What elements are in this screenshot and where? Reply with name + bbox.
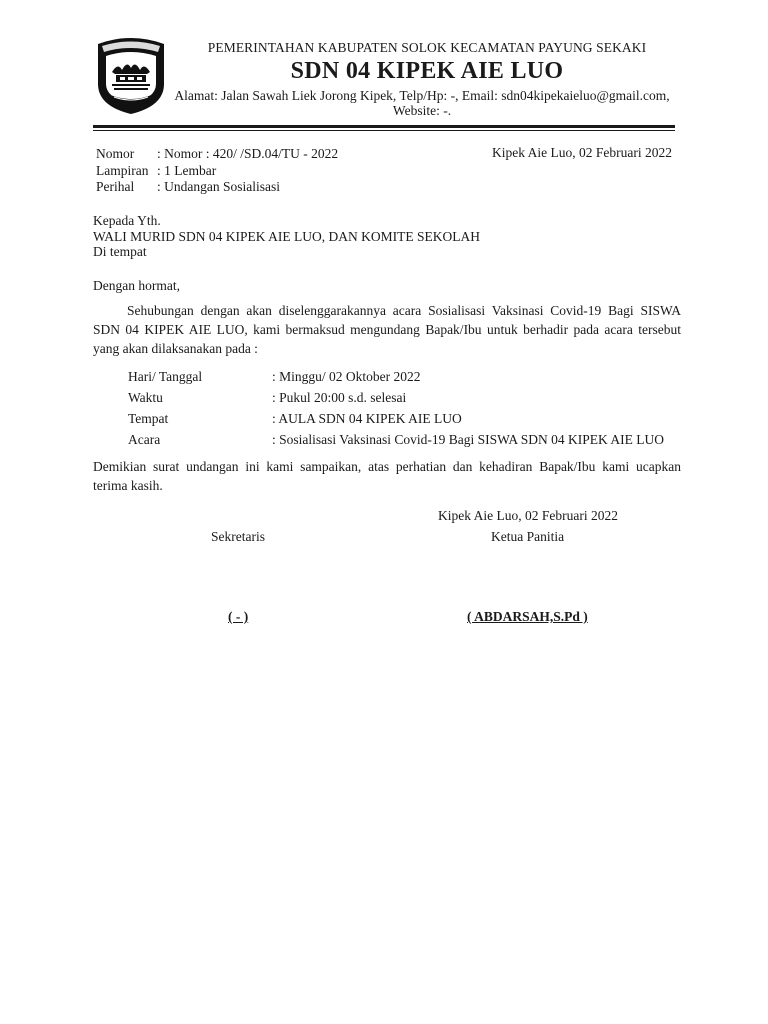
meta-nomor [96,146,338,163]
lampiran-label: Lampiran [96,162,149,178]
nomor-value: : Nomor : 420/ /SD.04/TU - 2022 [157,146,339,161]
recipient-block [93,213,480,260]
detail-label: Hari/ Tanggal [128,368,203,384]
detail-row [128,366,664,387]
address-line-1: Alamat: Jalan Sawah Liek Jorong Kipek, Telp/Hp: -, Email: sdn04kipekaieluo@gmail.com, [174,88,670,103]
lampiran-value: : 1 Lembar [157,162,217,178]
secretary-title: Sekretaris [211,529,265,544]
detail-label: Acara [128,431,161,447]
detail-row [128,408,664,429]
recipient-line-3: Di tempat [93,244,147,259]
secretary-name: ( - ) [228,609,249,624]
detail-value: : Pukul 20:00 s.d. selesai [272,389,407,405]
chairman-name: ( ABDARSAH,S.Pd ) [467,609,588,624]
meta-lampiran [96,163,338,180]
address-line-2: Website: -. [392,103,452,118]
chairman-title: Ketua Panitia [491,529,565,544]
letter-meta [96,146,338,196]
recipient-line-2: WALI MURID SDN 04 KIPEK AIE LUO, DAN KOMITE SEKOLAH [93,228,480,244]
paragraph1-line-3: yang akan dilaksanakan pada : [93,341,258,356]
greeting: Dengan hormat, [93,278,180,293]
detail-row [128,387,664,408]
paragraph1-line-1: Sehubungan dengan akan diselenggarakannya acara Sosialisasi Vaksinasi Covid-19 Bagi SISWA [127,303,681,318]
perihal-label: Perihal [96,179,135,194]
detail-value: : Minggu/ 02 Oktober 2022 [272,368,421,384]
letterhead-address [170,88,674,118]
perihal-value: : Undangan Sosialisasi [157,179,280,194]
letterhead-divider-thin [93,130,675,131]
signature-date: Kipek Aie Luo, 02 Februari 2022 [438,508,618,523]
detail-value: : Sosialisasi Vaksinasi Covid-19 Bagi SISWA SDN 04 KIPEK AIE LUO [272,431,665,447]
paragraph2-line-2: terima kasih. [93,478,163,493]
nomor-label: Nomor [96,146,135,161]
detail-value: : AULA SDN 04 KIPEK AIE LUO [272,410,462,426]
meta-perihal [96,179,338,196]
closing-paragraph [93,457,681,495]
invitation-paragraph [93,301,681,358]
letterhead-divider-thick [93,125,675,128]
event-details [128,366,664,450]
letter-date: Kipek Aie Luo, 02 Februari 2022 [492,145,672,160]
detail-label: Waktu [128,389,163,405]
recipient-line-1: Kepada Yth. [93,213,161,228]
kabupaten-solok-logo [92,32,170,116]
detail-row [128,429,664,450]
paragraph2-line-1: Demikian surat undangan ini kami sampaikan, atas perhatian dan kehadiran Bapak/Ibu kami ucapkan [93,459,681,474]
letterhead-government-line: PEMERINTAHAN KABUPATEN SOLOK KECAMATAN PAYUNG SEKAKI [207,40,647,55]
detail-label: Tempat [128,410,169,426]
paragraph1-line-2: SDN 04 KIPEK AIE LUO, kami bermaksud mengundang Bapak/Ibu untuk berhadir pada acara tersebut [93,322,681,337]
letterhead-school-name: SDN 04 KIPEK AIE LUO [290,58,564,84]
